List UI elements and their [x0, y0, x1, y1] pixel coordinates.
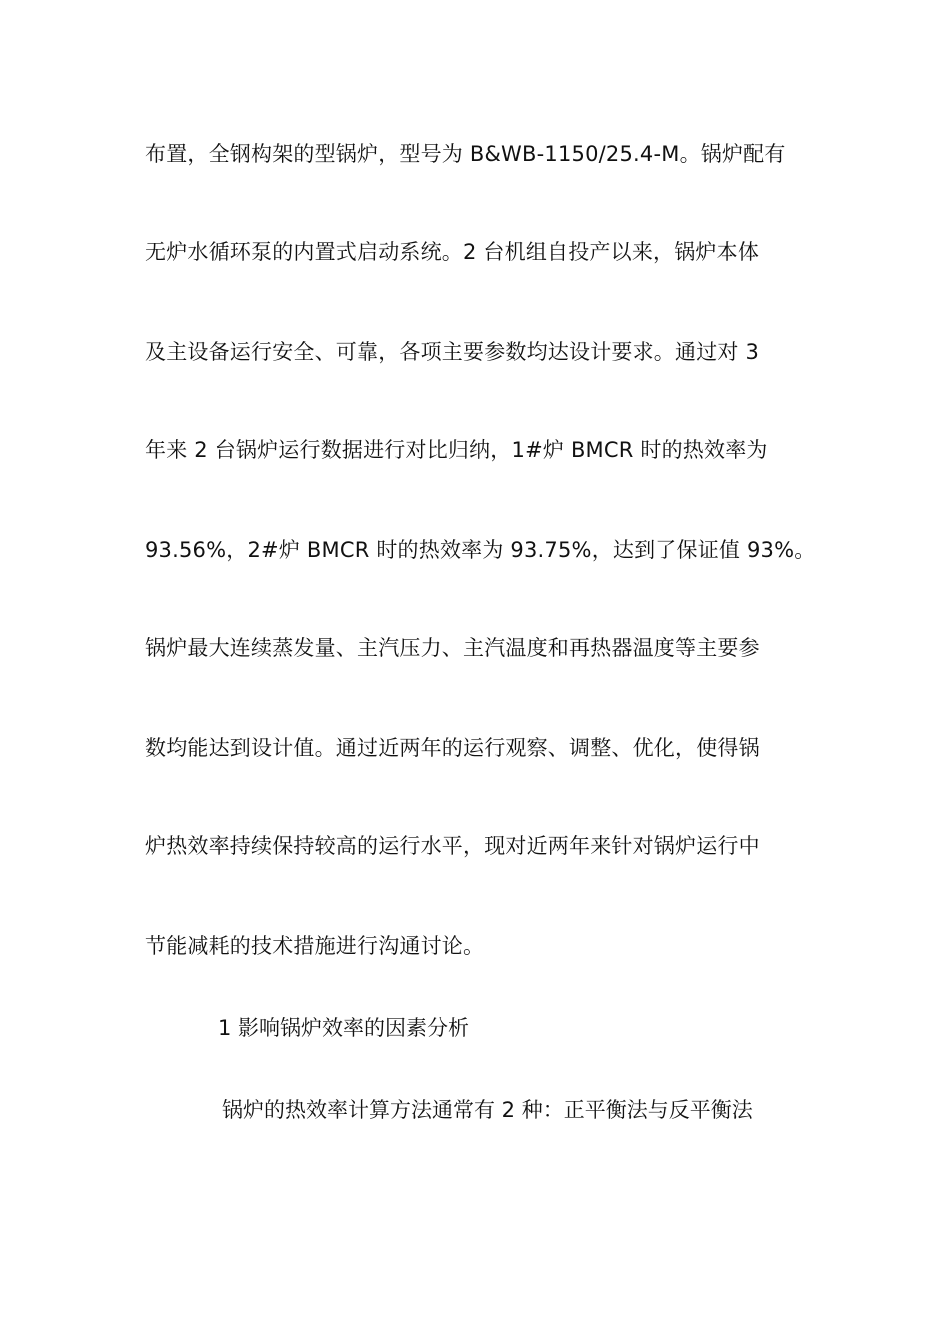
paragraph-line: 数均能达到设计值。通过近两年的运行观察、调整、优化，使得锅	[145, 736, 760, 760]
paragraph-line: 锅炉最大连续蒸发量、主汽压力、主汽温度和再热器温度等主要参	[145, 636, 760, 660]
paragraph-line: 及主设备运行安全、可靠，各项主要参数均达设计要求。通过对 3	[145, 340, 760, 364]
paragraph-line: 93.56%，2#炉 BMCR 时的热效率为 93.75%，达到了保证值 93%。	[145, 538, 816, 562]
paragraph-line: 炉热效率持续保持较高的运行水平，现对近两年来针对锅炉运行中	[145, 834, 760, 858]
paragraph-line: 节能减耗的技术措施进行沟通讨论。	[145, 934, 485, 958]
paragraph-line: 布置，全钢构架的型锅炉，型号为 B&WB-1150/25.4-M。锅炉配有	[145, 142, 786, 166]
paragraph-line: 年来 2 台锅炉运行数据进行对比归纳，1#炉 BMCR 时的热效率为	[145, 438, 768, 462]
paragraph-line: 无炉水循环泵的内置式启动系统。2 台机组自投产以来，锅炉本体	[145, 240, 760, 264]
section-heading: 1 影响锅炉效率的因素分析	[218, 1016, 470, 1040]
paragraph-first-line: 锅炉的热效率计算方法通常有 2 种：正平衡法与反平衡法	[222, 1098, 753, 1122]
